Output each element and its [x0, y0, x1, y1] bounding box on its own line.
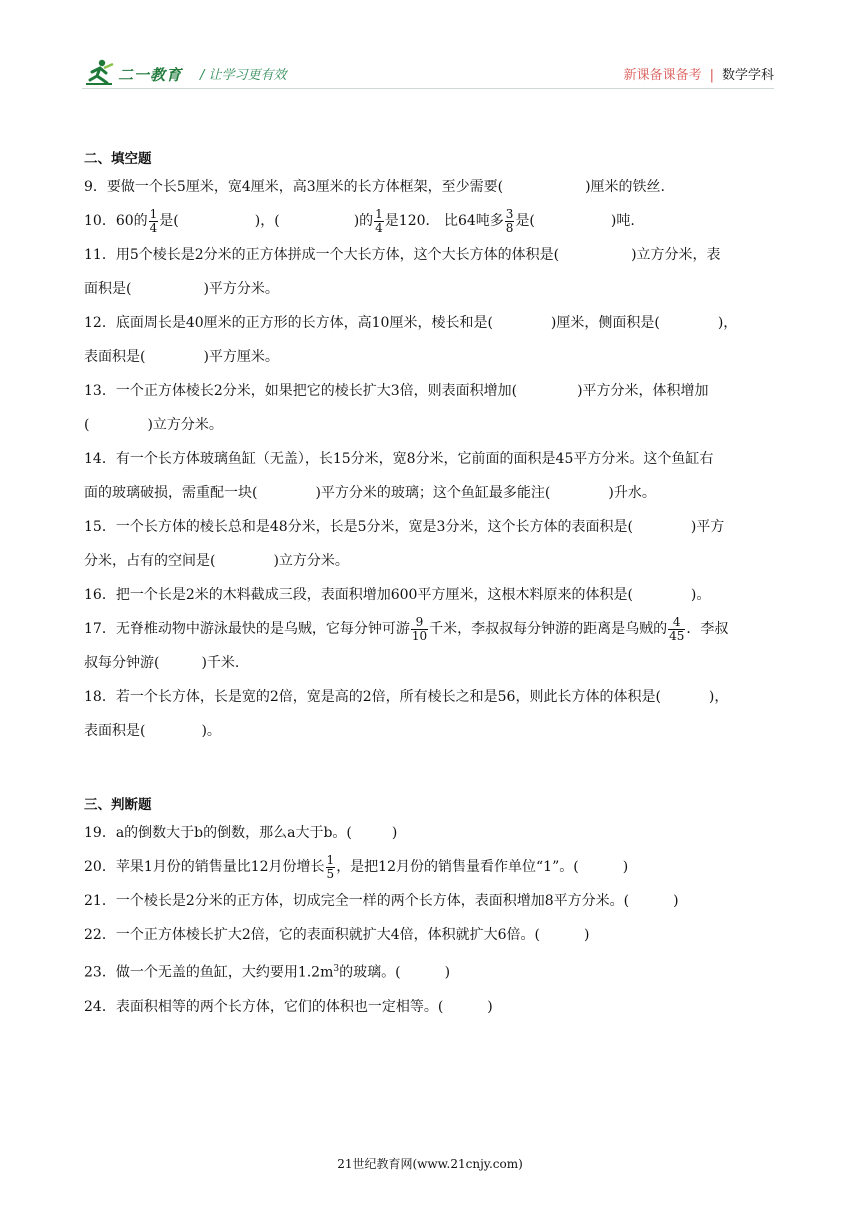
header-course-label: 新课备课备考: [623, 68, 702, 83]
q24-text: 24．表面积相等的两个长方体，它们的体积也一定相等。(: [84, 998, 444, 1015]
q11-text: 面积是(: [84, 281, 132, 297]
q12-text: 12．底面周长是40厘米的正方形的长方体，高10厘米，棱长和是(: [84, 315, 493, 331]
question-18-cont: [84, 714, 776, 748]
fraction: [149, 208, 159, 235]
section-gap: [84, 748, 776, 794]
question-20: [84, 850, 776, 884]
slogan: / 让学习更有效: [200, 68, 287, 83]
q10-text: 是(: [159, 213, 179, 229]
q16-text-end: )。: [690, 587, 711, 603]
header-right: [624, 64, 774, 83]
header-subject: 数学学科: [721, 68, 774, 83]
question-11: [84, 238, 776, 272]
question-19: [84, 816, 776, 850]
q13-text-end: )立方分米。: [147, 417, 223, 433]
q20-text: ，是把12月份的销售量看作单位“1”。(: [336, 859, 579, 875]
fraction-numerator: 9: [415, 614, 424, 629]
header-separator: |: [709, 68, 714, 83]
q17-text-end: )千米.: [201, 655, 240, 671]
fraction-numerator: 4: [672, 614, 681, 629]
fraction-denominator: 4: [375, 220, 383, 235]
q11-text: )立方分米，表: [631, 247, 721, 263]
question-13-cont: [84, 408, 776, 442]
q13-text: 13．一个正方体棱长2分米，如果把它的棱长扩大3倍，则表面积增加(: [84, 383, 518, 399]
q19-text: 19．a的倒数大于b的倒数，那么a大于b。(: [84, 825, 352, 841]
q17-text: 17．无脊椎动物中游泳最快的是乌贼，它每分钟可游: [84, 621, 410, 637]
logo: [82, 58, 202, 90]
q10-text: 是(: [515, 213, 535, 229]
q18-text: )，: [708, 689, 729, 705]
question-16: [84, 578, 776, 612]
q11-text: 11．用5个棱长是2分米的正方体拼成一个大长方体，这个大长方体的体积是(: [84, 247, 560, 263]
question-14: [84, 442, 776, 476]
q15-text: )平方: [690, 519, 725, 535]
q23-text: 23．做一个无盖的鱼缸，大约要用1.2m: [84, 964, 334, 981]
q14-text-end: )升水。: [608, 485, 656, 501]
page-footer: 21世纪教育网(www.21cnjy.com): [337, 1157, 523, 1171]
q18-text-end: )。: [201, 723, 221, 739]
fraction-denominator: 45: [669, 628, 685, 643]
q11-text-end: )平方分米。: [203, 281, 279, 297]
q10-text: )，(: [254, 213, 280, 229]
q9-text-end: )厘米的铁丝.: [585, 179, 666, 195]
q20-text-end: ): [622, 859, 629, 875]
q22-text-end: ): [584, 927, 590, 943]
q13-text: (: [84, 417, 90, 433]
q10-text-end: )吨.: [610, 213, 635, 229]
q18-text: 表面积是(: [84, 723, 146, 739]
fraction-numerator: 1: [375, 206, 383, 221]
q16-text: 16．把一个长是2米的木料截成三段，表面积增加600平方厘米，这根木料原来的体积是(: [84, 587, 633, 603]
q20-text: 20．苹果1月份的销售量比12月份增长: [84, 859, 325, 875]
q17-text: 叔每分钟游(: [84, 655, 160, 671]
question-14-cont: [84, 476, 776, 510]
q24-text-end: ): [487, 998, 493, 1015]
q14-text: )平方分米的玻璃；这个鱼缸最多能注(: [315, 485, 551, 501]
question-10: [84, 204, 776, 238]
q23-text-end: ): [444, 964, 451, 981]
q15-text: 15．一个长方体的棱长总和是48分米，长是5分米，宽是3分米，这个长方体的表面积是(: [84, 519, 633, 535]
q14-text: 面的玻璃破损，需重配一块(: [84, 485, 258, 501]
header-divider: [82, 88, 774, 89]
question-15-cont: [84, 544, 776, 578]
page-header: [82, 58, 774, 90]
section-title-judge: 三、判断题: [84, 797, 152, 813]
fraction-denominator: 8: [505, 220, 514, 235]
question-17-cont: [84, 646, 776, 680]
question-11-cont: [84, 272, 776, 306]
q15-text: 分米，占有的空间是(: [84, 553, 216, 569]
fraction: [505, 208, 515, 235]
q21-text: 21．一个棱长是2分米的正方体，切成完全一样的两个长方体，表面积增加8平方分米。(: [84, 893, 630, 909]
q19-text-end: ): [391, 825, 398, 841]
fraction: [326, 854, 336, 881]
q12-text: )，: [717, 315, 738, 331]
fraction: [411, 616, 428, 643]
q18-text: 18．若一个长方体，长是宽的2倍，宽是高的2倍，所有棱长之和是56，则此长方体的体积是(: [84, 689, 661, 705]
question-13: [84, 374, 776, 408]
q14-text: 14．有一个长方体玻璃鱼缸（无盖），长15分米，宽8分米，它前面的面积是45平方分米。这个鱼缸右: [84, 451, 714, 467]
fraction-denominator: 10: [411, 628, 428, 643]
q12-text: 表面积是(: [84, 349, 146, 365]
fraction-numerator: 1: [326, 852, 335, 867]
fraction-numerator: 1: [149, 206, 158, 221]
question-15: [84, 510, 776, 544]
q21-text-end: ): [673, 893, 679, 909]
fraction-denominator: 5: [326, 866, 335, 881]
question-21: [84, 884, 776, 918]
q22-text: 22．一个正方体棱长扩大2倍，它的表面积就扩大4倍，体积就扩大6倍。(: [84, 927, 540, 943]
q10-text: 是120． 比64吨多: [384, 213, 504, 229]
q13-text: )平方分米，体积增加: [577, 383, 709, 399]
q23-text: 的玻璃。(: [339, 964, 401, 981]
question-17: [84, 612, 776, 646]
q10-text: )的: [353, 213, 374, 229]
q12-text: )厘米，侧面积是(: [550, 315, 660, 331]
section-title-fill: 二、填空题: [84, 151, 152, 167]
fraction: [668, 616, 685, 643]
q12-text-end: )平方厘米。: [203, 349, 279, 365]
fraction: [374, 208, 384, 235]
q9-text: 9．要做一个长5厘米，宽4厘米，高3厘米的长方体框架，至少需要(: [84, 179, 504, 195]
logo-text: 二一教育: [118, 66, 183, 84]
question-22: [84, 918, 776, 952]
question-24: [84, 990, 776, 1024]
fraction-denominator: 4: [149, 220, 158, 235]
worksheet-content: [84, 148, 776, 1024]
runner-logo-icon: [82, 58, 116, 88]
question-12: [84, 306, 776, 340]
question-9: [84, 170, 776, 204]
q17-text: 千米，李叔叔每分钟游的距离是乌贼的: [429, 621, 668, 637]
q17-text: ．李叔: [686, 621, 729, 637]
superscript: 3: [333, 964, 340, 974]
question-12-cont: [84, 340, 776, 374]
question-18: [84, 680, 776, 714]
q10-text: 10．60的: [84, 213, 148, 229]
q15-text-end: )立方分米。: [273, 553, 349, 569]
fraction-numerator: 3: [505, 206, 514, 221]
question-23: [84, 952, 776, 990]
